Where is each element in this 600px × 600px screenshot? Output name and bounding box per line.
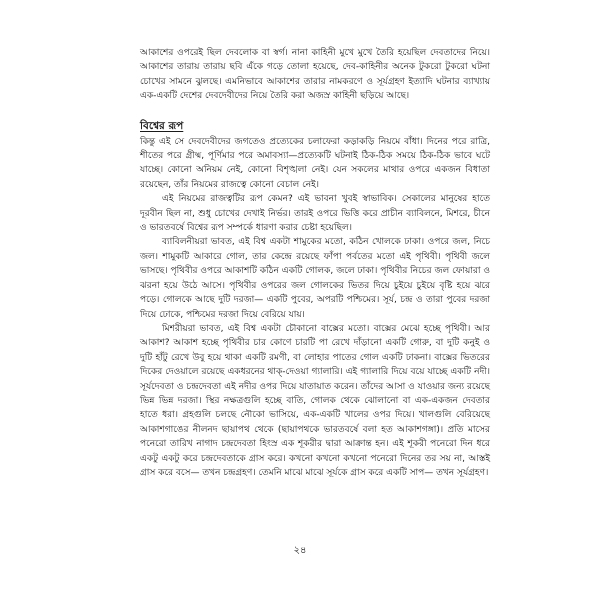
paragraph-1: কিন্তু এই সে দেবদেবীদের জগতেও প্রত্যেকের চলাফেরা কড়াকড়ি নিয়মে বাঁধা। দিনের পরে রাত্রি, শীতের পরে গ্রীষ্ম, পূর্ণিমার পরে অমাবস্যা—প্রত্যেকটি ঘটনাই ঠিক-ঠিক সময়ে ঠিক-ঠিক ভাবে ঘটে যাচ্ছে। কোনো অনিয়ম নেই, কোনো বিশৃঙ্খলা নেই। যেন সকলের মাথার ওপরে একজন বিধাতা রয়েছেন, তাঁর নিয়মের রাজত্বে কোনো বেচাল নেই। xyxy=(140,136,490,190)
page-body xyxy=(140,46,490,480)
section-heading: বিশ্বের রূপ xyxy=(140,119,184,132)
intro-paragraph: আকাশের ওপরেই ছিল দেবলোক বা স্বর্গ। নানা কাহিনী মুখে মুখে তৈরি হয়েছিল দেবতাদের নিয়ে। আকাশের তারায় তারায় ছবি এঁকে গড়ে তোলা হয়েছে, দেব-কাহিনীর অনেক টুকরো টুকরো ঘটনা চোখের সামনে ঝুলছে। এমনিভাবে আকাশের তারার নামকরণে ও সূর্যগ্রহণ ইত্যাদি ঘটনার ব্যাখ্যায় এক-একটি দেশের দেবদেবীদের নিয়ে তৈরি করা অজস্র কাহিনী ছড়িয়ে আছে। xyxy=(140,48,490,102)
paragraph-3: ব্যাবিলনীয়রা ভাবত, এই বিশ্ব একটা শামুকের মতো, কঠিন খোলকে ঢাকা। ওপরে জল, নিচে জল। শামুকটি আকারে গোল, তার কেন্দ্রে রয়েছে ফাঁপা পর্বতের মতো এই পৃথিবী। পৃথিবী জলে ভাসছে। পৃথিবীর ওপরে আকাশটি কঠিন একটি গোলক, জলে ঢাকা। পৃথিবীর নিচের জল ফোয়ারা ও ঝরনা হয়ে উঠে আসে। পৃথিবীর ওপরের জল গোলকের ভিতর দিয়ে চুইয়ে চুইয়ে বৃষ্টি হয়ে ঝরে পড়ে। গোলকে আছে দুটি দরজা— একটি পুবের, অপরটি পশ্চিমের। সূর্য, চন্দ্র ও তারা পুবের দরজা দিয়ে ঢোকে, পশ্চিমের দরজা দিয়ে বেরিয়ে যায়। xyxy=(140,237,490,320)
page-number: ২৪ xyxy=(293,545,307,556)
paragraph-4: মিশরীয়রা ভাবত, এই বিশ্ব একটা চৌকানো বাক্সের মতো। বাক্সের মেঝে হচ্ছে পৃথিবী। আর আকাশ? আকাশ হচ্ছে পৃথিবীর চার কোণে চারটি পা রেখে দাঁড়ানো একটি গোরু, বা দুটি কনুই ও দুটি হাঁটু রেখে উবু হয়ে থাকা একটি রমণী, বা লোহার পাতের গোল একটি ঢাকনা। বাক্সের ভিতরের দিকের দেওয়ালে রয়েছে একধরনের থাক্‌-দেওয়া গ্যালারি। এই গ্যালারি দিয়ে বয়ে যাচ্ছে একটি নদী। সূর্যদেবতা ও চন্দ্রদেবতা এই নদীর ওপর দিয়ে যাতায়াত করেন। তাঁদের আসা ও যাওয়ার জন্য রয়েছে ভিন্ন ভিন্ন দরজা। স্থির নক্ষত্রগুলি হচ্ছে বাতি, গোলক থেকে ঝোলানো বা এক-একজন দেবতার হাতে ধরা। গ্রহগুলি চলছে নৌকো ভাসিয়ে, এক-একটি খালের ওপর দিয়ে। খালগুলি বেরিয়েছে আকাশগাঙের নীলনদ ছায়াপথ থেকে (ছায়াপথকে ভারতবর্ষে বলা হত আকাশগঙ্গা)। প্রতি মাসের পনেরো তারিখ নাগাদ চন্দ্রদেবতা হিংস্র এক শূকরীর দ্বারা আক্রান্ত হন। এই শূকরী পনেরো দিন ধরে একটু একটু করে চন্দ্রদেবতাকে গ্রাস করে। কখনো কখনো কখনো পনেরো দিনের তর সয় না, আস্তই গ্রাস করে বসে— তখন চন্দ্রগ্রহণ। তেমনি মাঝে মাঝে সূর্যকে গ্রাস করে একটি সাপ— তখন সূর্যগ্রহণ। xyxy=(140,323,490,478)
paragraph-2: এই নিয়মের রাজত্বটির রূপ কেমন? এই ভাবনা খুবই স্বাভাবিক। সেকালের মানুষের হাতে দূরবীন ছিল না, শুধু চোখের দেখাই নির্ভর। তারই ওপরে ভিত্তি করে প্রাচীন ব্যাবিলনে, মিশরে, চীনে ও ভারতবর্ষে বিশ্বের রূপ সম্পর্কে ধারণা করার চেষ্টা হয়েছিল। xyxy=(140,194,490,234)
